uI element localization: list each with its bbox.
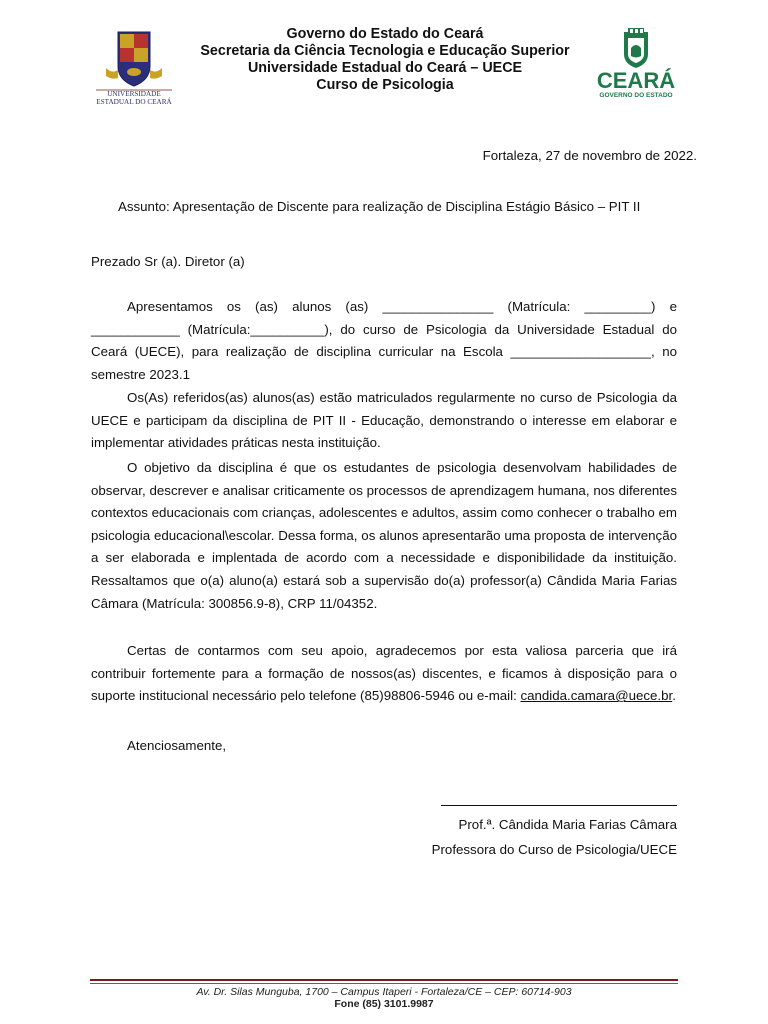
paragraph-objective: O objetivo da disciplina é que os estudantes de psicologia desenvolvam habilidades de observar, descrever e analisar criticamente os processos de aprendizagem humana, nos diferentes contextos educacionais com crianças, adolescentes e adultos, assim como conhecer o trabalho em psicologia educacional\escolar. Dessa forma, os alunos apresentarão uma proposta de intervenção a ser elaborada e implentada de acordo com a necessidade e disponibilidade da instituição. Ressaltamos que o(a) aluno(a) estará sob a supervisão do(a) professor(a) Cândida Maria Farias Câmara (Matrícula: 300856.9-8), CRP 11/04352. bbox=[91, 460, 677, 611]
footer-address: Av. Dr. Silas Munguba, 1700 – Campus Itaperi - Fortaleza/CE – CEP: 60714-903 bbox=[196, 986, 572, 998]
ceara-logo-text1: CEARÁ bbox=[596, 68, 676, 93]
paragraph-enrollment: Os(As) referidos(as) alunos(as) estão matriculados regularmente no curso de Psicologia da UECE e participam da disciplina de PIT II - Educação, demonstrando o interesse em elaborar e implementar atividades práticas nesta instituição. bbox=[91, 390, 677, 451]
signature-line bbox=[441, 805, 677, 806]
paragraph-thanks bbox=[91, 640, 677, 708]
letter-subject: Assunto: Apresentação de Discente para realização de Disciplina Estágio Básico – PIT II bbox=[118, 199, 641, 214]
letter-date: Fortaleza, 27 de novembro de 2022. bbox=[482, 148, 697, 163]
footer-rule bbox=[90, 979, 678, 981]
ceara-logo-text2: GOVERNO DO ESTADO bbox=[599, 92, 673, 98]
footer-phone: Fone (85) 3101.9987 bbox=[334, 998, 434, 1010]
paragraph-thanks-end: . bbox=[672, 688, 676, 704]
letter-salutation: Prezado Sr (a). Diretor (a) bbox=[91, 254, 245, 269]
header-secretariat: Secretaria da Ciência Tecnologia e Educação Superior bbox=[200, 43, 570, 59]
ceara-government-logo bbox=[588, 26, 684, 98]
letterhead bbox=[150, 26, 620, 94]
signature-role: Professora do Curso de Psicologia/UECE bbox=[431, 842, 677, 857]
footer-rule-thin bbox=[90, 983, 678, 984]
email-link[interactable]: candida.camara@uece.br bbox=[520, 688, 673, 704]
signature-name: Prof.ª. Cândida Maria Farias Câmara bbox=[458, 817, 677, 832]
header-course: Curso de Psicologia bbox=[316, 77, 454, 93]
paragraph-thanks-text: Certas de contarmos com seu apoio, agradecemos por esta valiosa parceria que irá contribuir fortemente para a formação de nossos(as) discentes, e ficamos à disposição para o suporte institucional necessário pelo telefone (85)98806-5946 ou e-mail: bbox=[91, 643, 677, 704]
ceara-shield-icon bbox=[588, 26, 684, 98]
header-university: Universidade Estadual do Ceará – UECE bbox=[247, 60, 523, 76]
uece-logo-text1: UNIVERSIDADE bbox=[107, 90, 161, 98]
letter-closing: Atenciosamente, bbox=[127, 738, 227, 753]
paragraph-introduction: Apresentamos os (as) alunos (as) _______________ (Matrícula: _________) e ____________ (Matrícula:__________), do curso de Psicologia da Universidade Estadual do Ceará (UECE), para realização de disciplina curricular na Escola ___________________, no semestre 2023.1 bbox=[91, 299, 677, 382]
uece-logo-text2: ESTADUAL DO CEARÁ bbox=[96, 98, 172, 106]
header-government: Governo do Estado do Ceará bbox=[286, 26, 484, 42]
